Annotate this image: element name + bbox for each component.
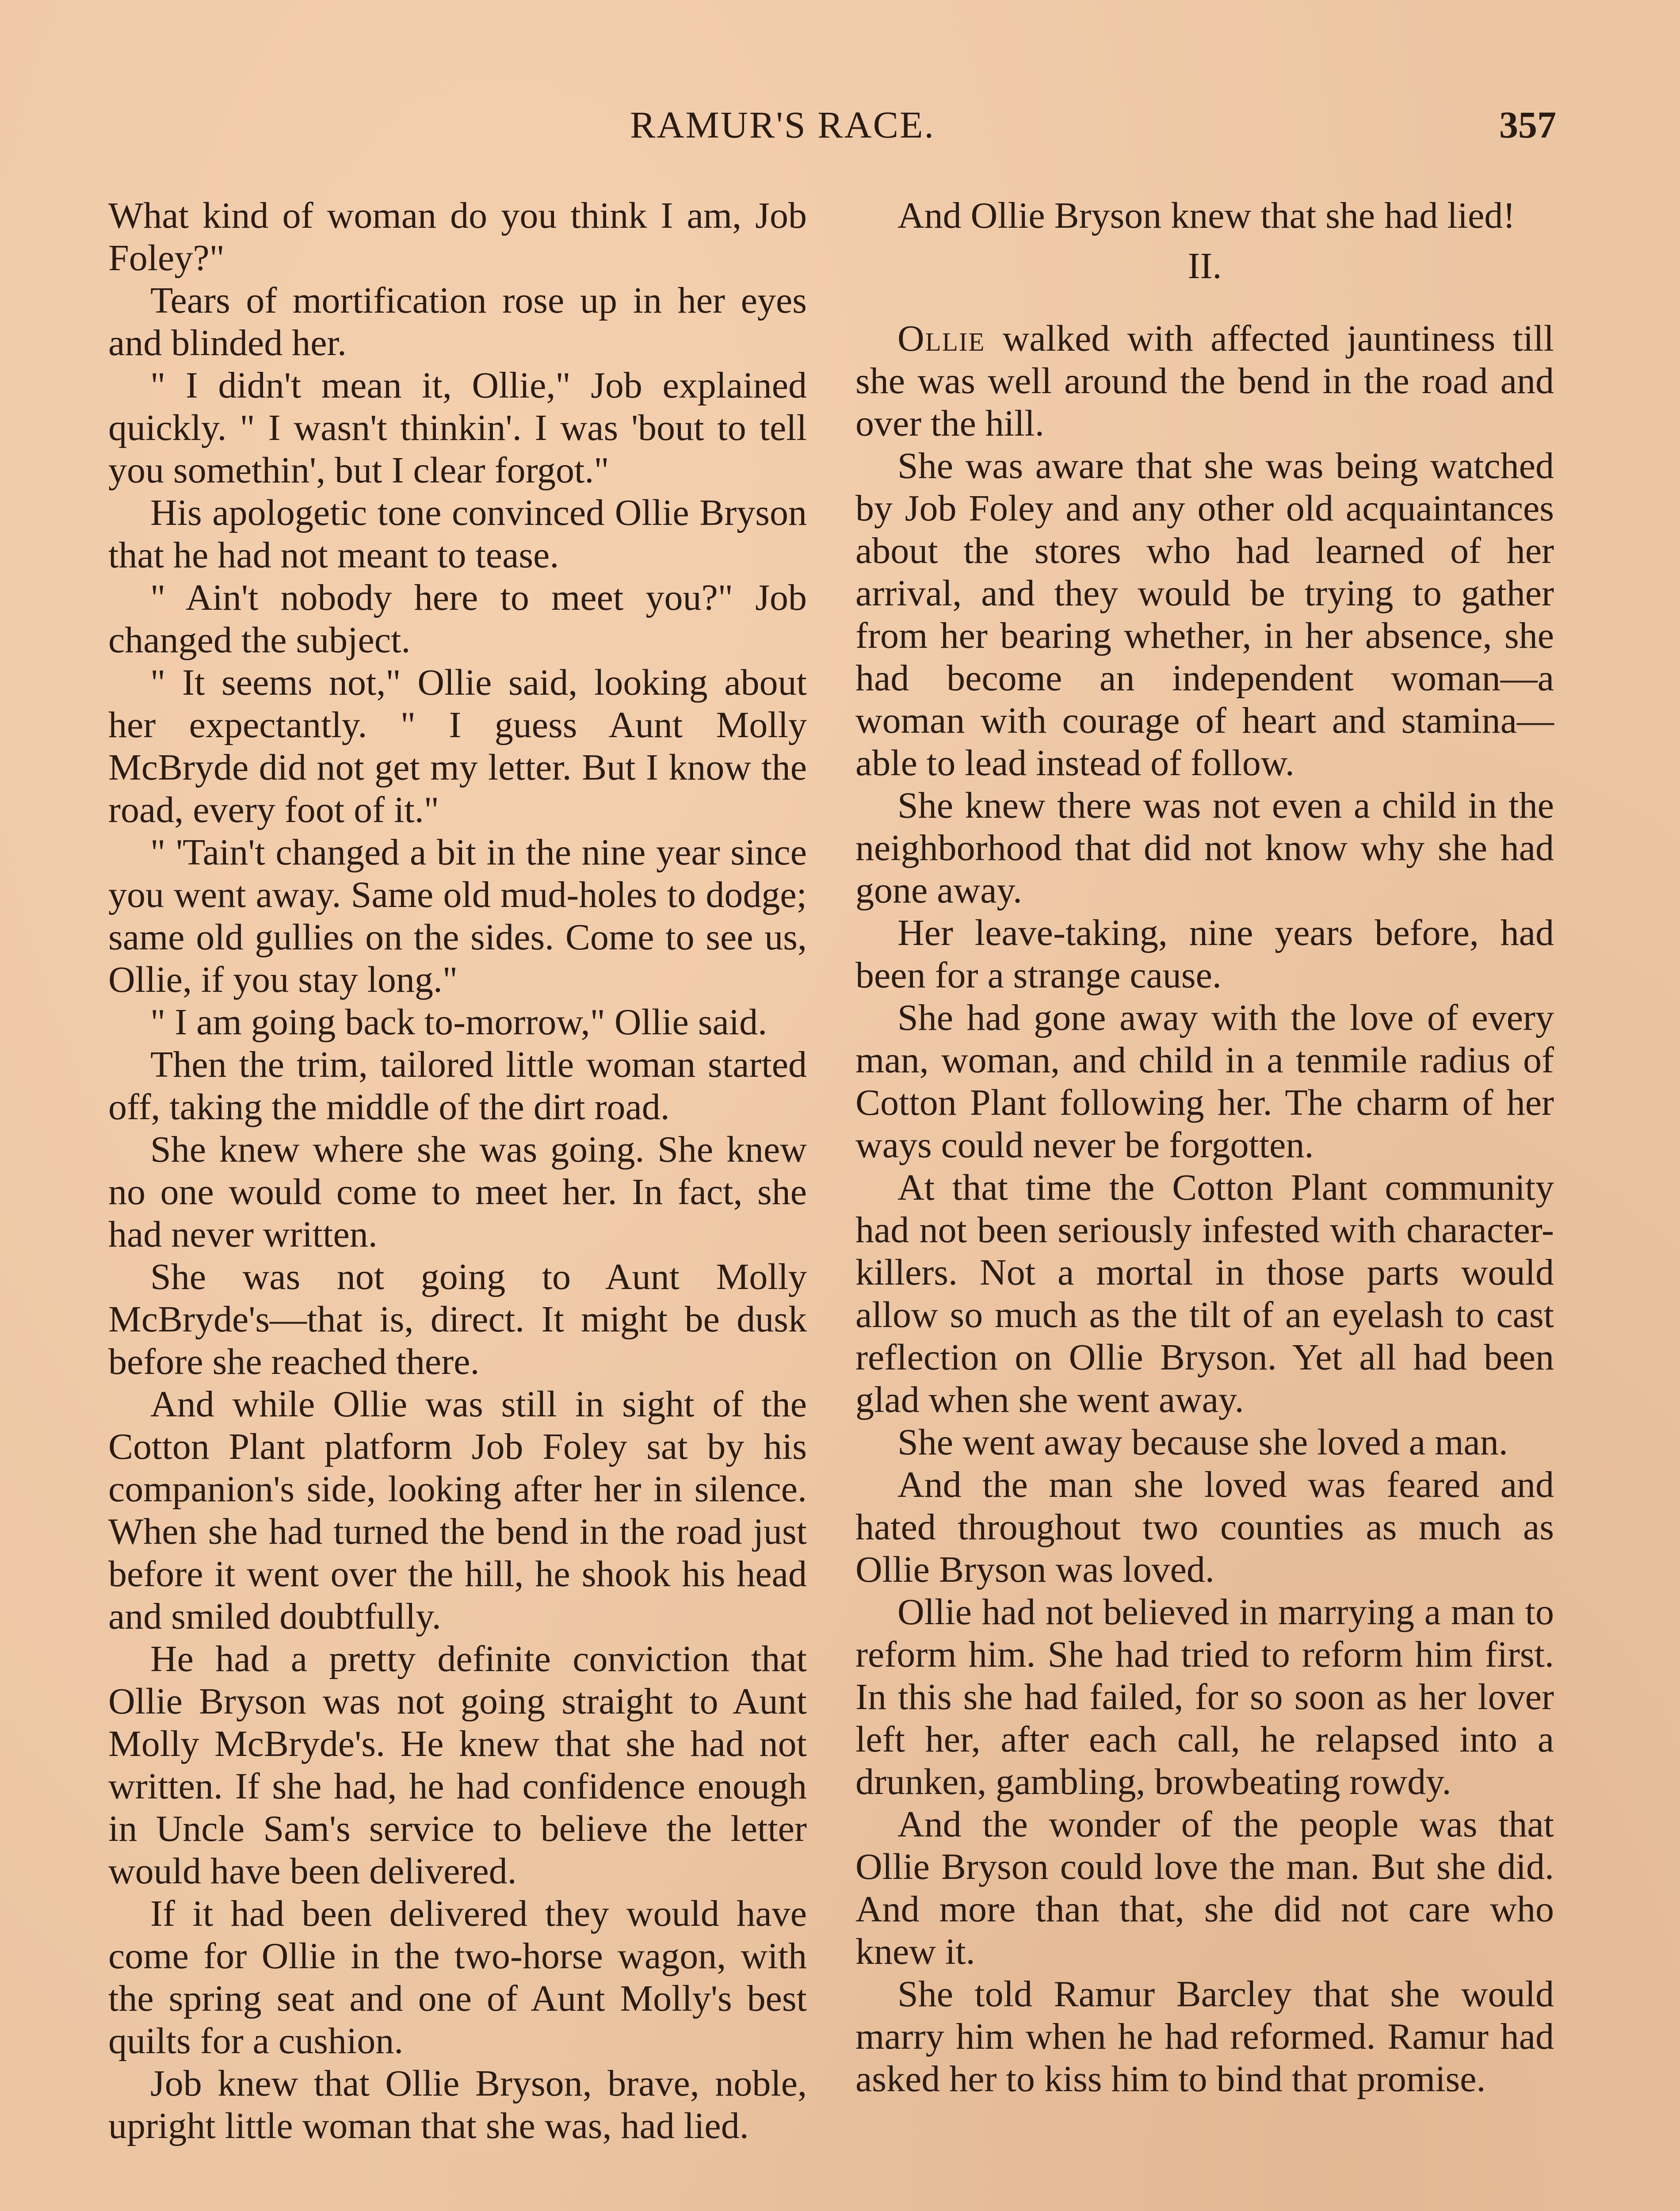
page-number: 357 [1499,103,1556,146]
right-column-after-section [855,445,1554,2100]
paragraph: Tears of mortification rose up in her eyes and blinded her. [108,280,807,363]
paragraph: " It seems not," Ollie said, looking about her expectantly. " I guess Aunt Molly McBryde did not get my letter. But I know the road, every foot of it." [108,662,807,830]
paragraph: " 'Tain't changed a bit in the nine year since you went away. Same old mud-holes to dodge; same old gullies on the sides. Come to see us, Ollie, if you stay long." [108,832,807,1000]
paragraph: She knew where she was going. She knew no one would come to meet her. In fact, she had never written. [108,1129,807,1255]
paragraph: Her leave-taking, nine years before, had been for a strange cause. [855,912,1554,996]
paragraph: She went away because she loved a man. [897,1422,1508,1463]
paragraph: She told Ramur Barcley that she would marry him when he had reformed. Ramur had asked her to kiss him to bind that promise. [855,1974,1554,2100]
section-opening-rest: walked with affected jauntiness till she was well around the bend in the road and over the hill. [855,318,1554,444]
paragraph: She had gone away with the love of every man, woman, and child in a tenmile radius of Cotton Plant following her. The charm of her ways could never be forgotten. [855,997,1554,1166]
paragraph: She was aware that she was being watched by Job Foley and any other old acquaintances about the stores who had learned of her arrival, and they would be trying to gather from her bearing whether, in her absence, she had become an independent woman—a woman with courage of heart and stamina—able to lead instead of follow. [855,445,1554,784]
section-opening-lead: Ollie [897,318,985,359]
paragraph: And while Ollie was still in sight of the Cotton Plant platform Job Foley sat by his companion's side, looking after her in silence. When she had turned the bend in the road just before it went over the hill, he shook his head and smiled doubtfully. [108,1384,807,1637]
paragraph: Then the trim, tailored little woman started off, taking the middle of the dirt road. [108,1044,807,1128]
paragraph: If it had been delivered they would have come for Ollie in the two-horse wagon, with the spring seat and one of Aunt Molly's best quilts for a cushion. [108,1893,807,2062]
paragraph: " I am going back to-morrow," Ollie said. [150,1002,767,1043]
section-opening-paragraph [855,317,1554,445]
paragraph: She was not going to Aunt Molly McBryde's—that is, direct. It might be dusk before she reached there. [108,1256,807,1382]
right-column [855,195,1554,2100]
paragraph: And the wonder of the people was that Ollie Bryson could love the man. But she did. And more than that, she did not care who knew it. [855,1804,1554,1972]
paragraph: He had a pretty definite conviction that Ollie Bryson was not going straight to Aunt Molly McBryde's. He knew that she had not written. If she had, he had confidence enough in Uncle Sam's service to believe the letter would have been delivered. [108,1638,807,1892]
paragraph: " I didn't mean it, Ollie," Job explained quickly. " I wasn't thinkin'. I was 'bout to tell you somethin', but I clear forgot." [108,365,807,491]
paragraph: And Ollie Bryson knew that she had lied! [897,195,1516,236]
paragraph: Ollie had not believed in marrying a man to reform him. She had tried to reform him first. In this she had failed, for so soon as her lover left her, after each call, he relapsed into a drunken, gambling, browbeating rowdy. [855,1591,1554,1802]
left-column [108,195,807,2147]
right-column-before-section [855,195,1554,237]
paragraph: " Ain't nobody here to meet you?" Job changed the subject. [108,577,807,661]
section-number: II. [1187,245,1222,287]
paragraph: What kind of woman do you think I am, Job Foley?" [108,195,807,279]
paragraph: Job knew that Ollie Bryson, brave, noble, upright little woman that she was, had lied. [108,2063,807,2146]
paragraph: At that time the Cotton Plant community had not been seriously infested with character-killers. Not a mortal in those parts would allow so much as the tilt of an eyelash to cast reflection on Ollie Bryson. Yet all had been glad when she went away. [855,1167,1554,1420]
paragraph: And the man she loved was feared and hated throughout two counties as much as Ollie Bryson was loved. [855,1464,1554,1590]
paragraph: She knew there was not even a child in the neighborhood that did not know why she had gone away. [855,785,1554,911]
running-title: RAMUR'S RACE. [630,103,935,146]
paragraph: His apologetic tone convinced Ollie Bryson that he had not meant to tease. [108,492,807,576]
